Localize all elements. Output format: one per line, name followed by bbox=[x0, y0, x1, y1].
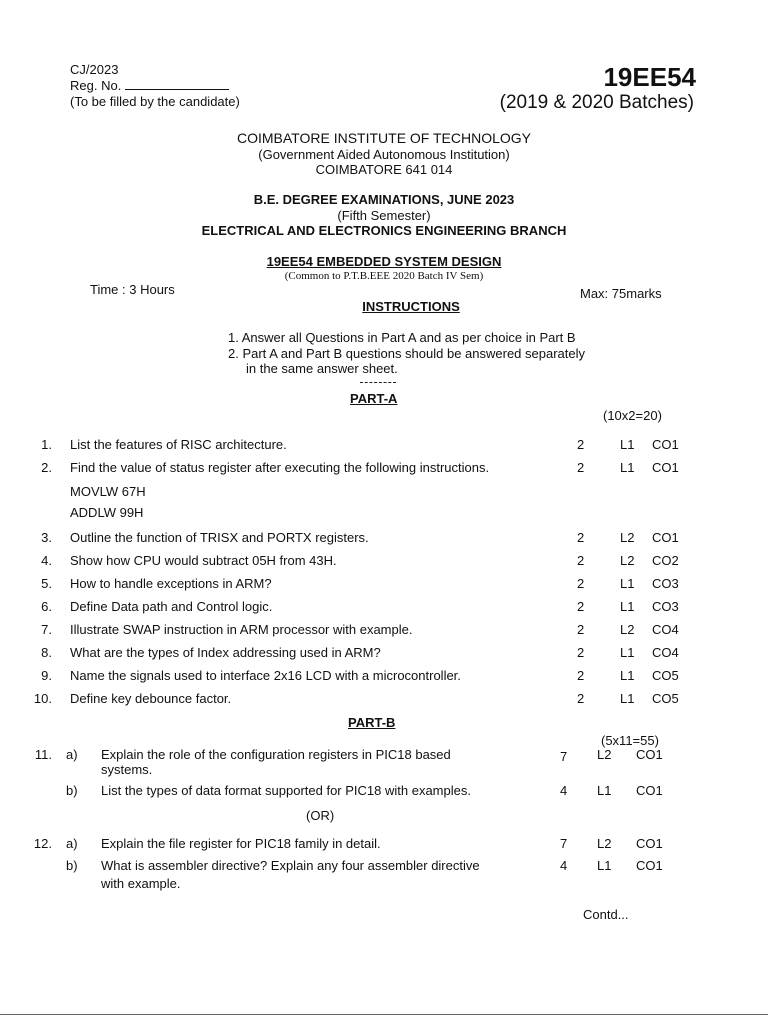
marks: 2 bbox=[577, 460, 585, 475]
question-text: List the features of RISC architecture. bbox=[70, 437, 287, 452]
course-outcome: CO2 bbox=[652, 553, 679, 568]
course-outcome: CO1 bbox=[636, 747, 663, 762]
question-text: systems. bbox=[101, 762, 153, 777]
question-text: Find the value of status register after executing the following instructions. bbox=[70, 460, 490, 475]
part-b-heading: PART-B bbox=[348, 715, 396, 730]
level: L1 bbox=[597, 858, 612, 873]
filled-note: (To be filled by the candidate) bbox=[70, 94, 240, 109]
marks: 2 bbox=[577, 437, 585, 452]
question-row-12b-cont bbox=[0, 876, 768, 896]
separator-dashes bbox=[360, 382, 396, 383]
batches: (2019 & 2020 Batches) bbox=[499, 92, 694, 113]
question-text: MOVLW 67H bbox=[70, 484, 146, 499]
level: L1 bbox=[620, 576, 635, 591]
level: L1 bbox=[597, 783, 612, 798]
instructions-heading: INSTRUCTIONS bbox=[362, 299, 460, 314]
exam-semester: (Fifth Semester) bbox=[337, 208, 431, 223]
sub-label: b) bbox=[66, 783, 78, 798]
level: L1 bbox=[620, 437, 635, 452]
question-row-12a bbox=[0, 836, 768, 856]
level: L1 bbox=[620, 460, 635, 475]
level: L2 bbox=[620, 622, 635, 637]
question-text: Name the signals used to interface 2x16 LCD with a microcontroller. bbox=[70, 668, 461, 683]
session-code: CJ/2023 bbox=[70, 62, 119, 77]
question-number: 11. bbox=[34, 747, 52, 762]
sub-label: a) bbox=[66, 747, 78, 762]
course-outcome: CO5 bbox=[652, 691, 679, 706]
course-outcome: CO3 bbox=[652, 576, 679, 591]
level: L2 bbox=[620, 553, 635, 568]
reg-no-line bbox=[70, 78, 240, 94]
marks: 2 bbox=[577, 576, 585, 591]
or-separator: (OR) bbox=[306, 808, 335, 823]
part-a-heading: PART-A bbox=[350, 391, 398, 406]
course-outcome: CO1 bbox=[652, 530, 679, 545]
question-number: 12. bbox=[33, 836, 52, 851]
exam-time: Time : 3 Hours bbox=[90, 282, 175, 297]
exam-branch: ELECTRICAL AND ELECTRONICS ENGINEERING BRANCH bbox=[201, 223, 567, 238]
page-bottom-rule bbox=[0, 1014, 768, 1015]
marks: 7 bbox=[560, 749, 568, 764]
question-text: Define key debounce factor. bbox=[70, 691, 232, 706]
question-text: Outline the function of TRISX and PORTX registers. bbox=[70, 530, 369, 545]
instruction-2: 2. Part A and Part B questions should be answered separately bbox=[228, 346, 586, 361]
course-outcome: CO1 bbox=[652, 437, 679, 452]
course-outcome: CO3 bbox=[652, 599, 679, 614]
question-text: Define Data path and Control logic. bbox=[70, 599, 273, 614]
course-outcome: CO1 bbox=[636, 783, 663, 798]
common-note: (Common to P.T.B.EEE 2020 Batch IV Sem) bbox=[284, 270, 484, 282]
question-text: Show how CPU would subtract 05H from 43H. bbox=[70, 553, 337, 568]
max-marks: Max: 75marks bbox=[580, 286, 662, 301]
question-row bbox=[0, 691, 768, 711]
contd-note: Contd... bbox=[583, 907, 629, 922]
part-b-marks-scheme: (5x11=55) bbox=[601, 733, 659, 748]
question-row-12b bbox=[0, 858, 768, 878]
question-text: Explain the role of the configuration registers in PIC18 based bbox=[101, 747, 451, 762]
level: L1 bbox=[620, 599, 635, 614]
question-number: 6. bbox=[41, 599, 52, 614]
question-row bbox=[0, 484, 768, 504]
marks: 4 bbox=[560, 783, 568, 798]
level: L2 bbox=[597, 836, 612, 851]
course-code: 19EE54 bbox=[603, 62, 696, 92]
question-text: How to handle exceptions in ARM? bbox=[70, 576, 272, 591]
question-text: What are the types of Index addressing used in ARM? bbox=[70, 645, 381, 660]
marks: 2 bbox=[577, 622, 585, 637]
course-outcome: CO1 bbox=[636, 858, 663, 873]
question-text: ADDLW 99H bbox=[70, 505, 144, 520]
instruction-2-cont: in the same answer sheet. bbox=[246, 361, 398, 376]
question-text: with example. bbox=[101, 876, 181, 891]
question-number: 2. bbox=[41, 460, 52, 475]
question-row bbox=[0, 437, 768, 457]
question-text: Illustrate SWAP instruction in ARM processor with example. bbox=[70, 622, 413, 637]
question-number: 9. bbox=[41, 668, 52, 683]
question-row bbox=[0, 505, 768, 525]
marks: 2 bbox=[577, 530, 585, 545]
question-row bbox=[0, 553, 768, 573]
question-row bbox=[0, 530, 768, 550]
course-outcome: CO1 bbox=[652, 460, 679, 475]
question-row-11b bbox=[0, 783, 768, 803]
instruction-1: 1. Answer all Questions in Part A and as per choice in Part B bbox=[228, 330, 576, 345]
marks: 2 bbox=[577, 553, 585, 568]
level: L1 bbox=[620, 691, 635, 706]
question-text: List the types of data format supported for PIC18 with examples. bbox=[101, 783, 471, 798]
level: L1 bbox=[620, 645, 635, 660]
question-row bbox=[0, 645, 768, 665]
question-number: 8. bbox=[41, 645, 52, 660]
subject-title: 19EE54 EMBEDDED SYSTEM DESIGN bbox=[266, 254, 502, 269]
header-left-block bbox=[70, 62, 240, 110]
reg-no-blank bbox=[125, 79, 229, 90]
institute-type: (Government Aided Autonomous Institution) bbox=[258, 147, 510, 162]
sub-label: b) bbox=[66, 858, 78, 873]
level: L2 bbox=[597, 747, 612, 762]
exam-title: B.E. DEGREE EXAMINATIONS, JUNE 2023 bbox=[253, 192, 515, 207]
course-outcome: CO4 bbox=[652, 645, 679, 660]
course-outcome: CO1 bbox=[636, 836, 663, 851]
question-number: 10. bbox=[33, 691, 52, 706]
course-outcome: CO4 bbox=[652, 622, 679, 637]
question-text: Explain the file register for PIC18 family in detail. bbox=[101, 836, 381, 851]
question-number: 7. bbox=[41, 622, 52, 637]
question-row bbox=[0, 668, 768, 688]
marks: 4 bbox=[560, 858, 568, 873]
level: L1 bbox=[620, 668, 635, 683]
question-row-11a-cont bbox=[0, 762, 768, 782]
question-row bbox=[0, 460, 768, 480]
question-number: 3. bbox=[41, 530, 52, 545]
institute-city: COIMBATORE 641 014 bbox=[315, 162, 453, 177]
level: L2 bbox=[620, 530, 635, 545]
sub-label: a) bbox=[66, 836, 78, 851]
question-row bbox=[0, 622, 768, 642]
question-number: 5. bbox=[41, 576, 52, 591]
question-number: 1. bbox=[41, 437, 52, 452]
marks: 2 bbox=[577, 645, 585, 660]
part-a-marks-scheme: (10x2=20) bbox=[603, 408, 662, 423]
question-number: 4. bbox=[41, 553, 52, 568]
course-outcome: CO5 bbox=[652, 668, 679, 683]
question-row bbox=[0, 576, 768, 596]
question-row bbox=[0, 599, 768, 619]
question-text: What is assembler directive? Explain any four assembler directive bbox=[101, 858, 480, 873]
marks: 2 bbox=[577, 599, 585, 614]
marks: 2 bbox=[577, 668, 585, 683]
reg-no-label: Reg. No. bbox=[70, 78, 122, 93]
institute-name: COIMBATORE INSTITUTE OF TECHNOLOGY bbox=[236, 130, 532, 146]
marks: 2 bbox=[577, 691, 585, 706]
marks: 7 bbox=[560, 836, 568, 851]
